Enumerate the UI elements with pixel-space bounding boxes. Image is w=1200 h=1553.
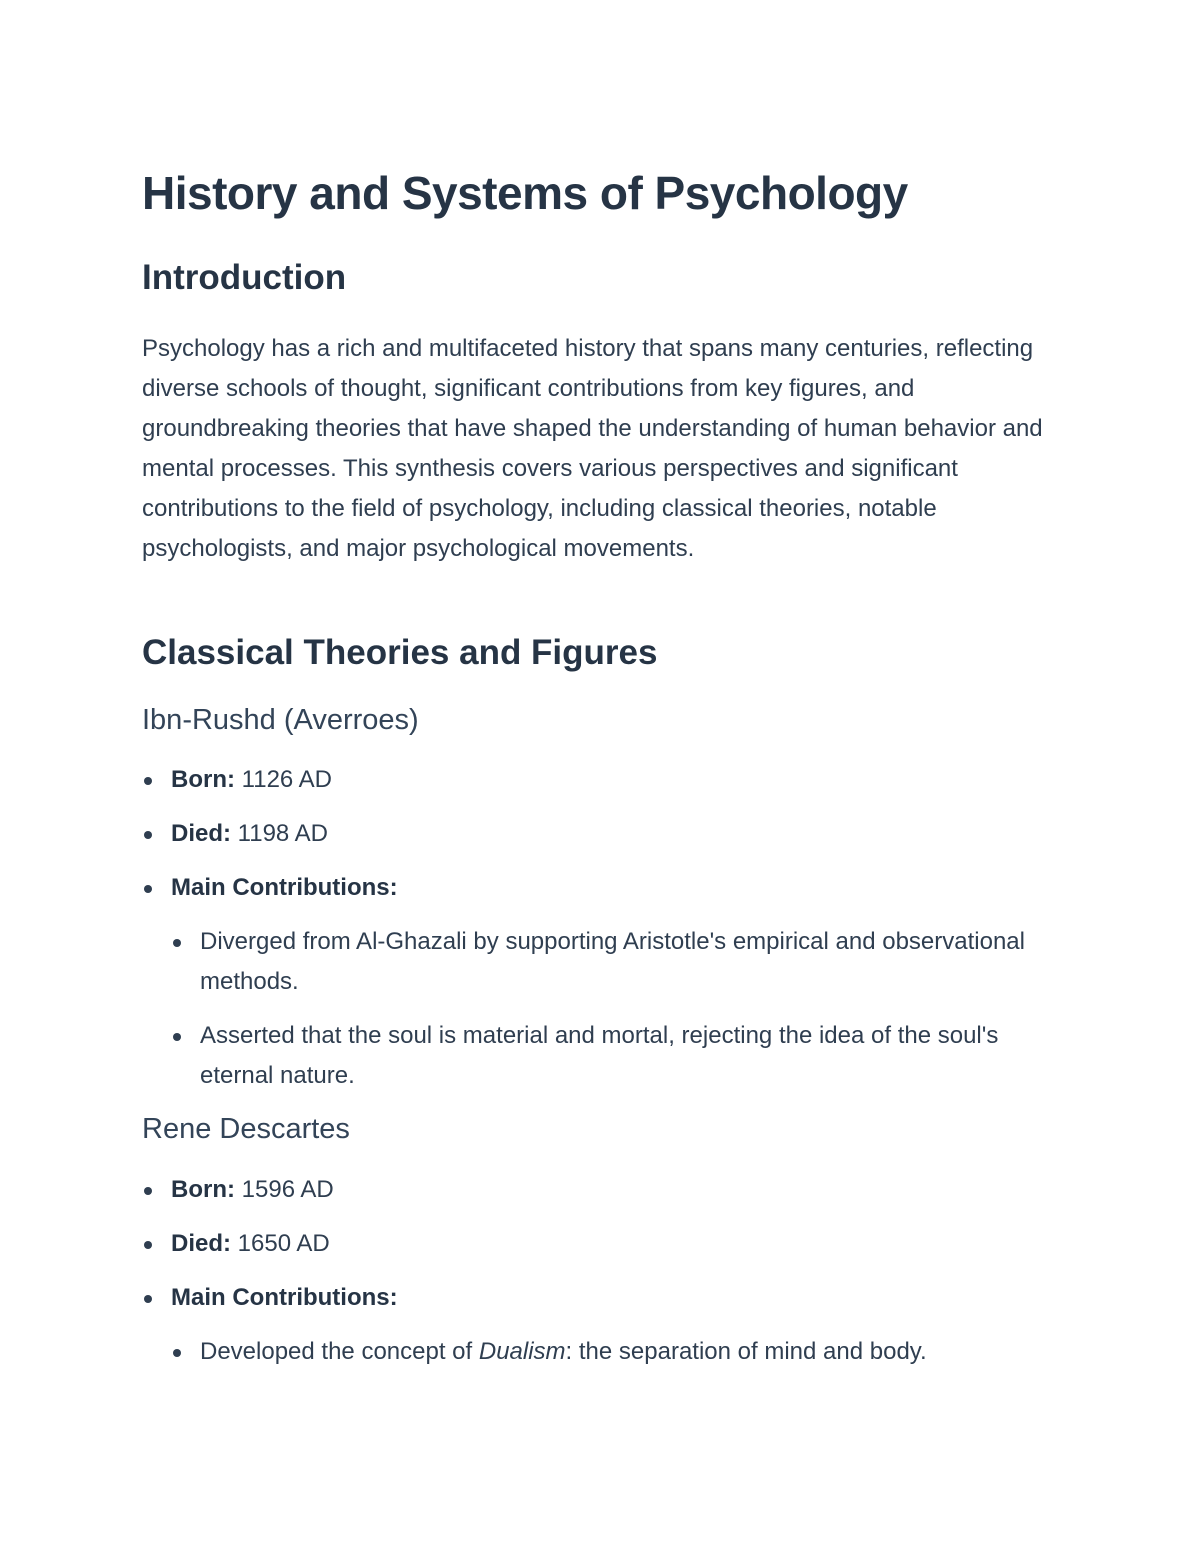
descartes-facts-list — [142, 1170, 1062, 1386]
bullet-icon — [144, 777, 152, 785]
born-value: 1596 AD — [234, 1176, 334, 1203]
died-value: 1198 AD — [231, 820, 328, 847]
ibn-rushd-facts-list — [142, 760, 1062, 1110]
born-label: Born: — [171, 766, 235, 793]
list-item — [142, 1224, 1062, 1264]
bullet-icon — [144, 1241, 152, 1249]
list-item — [171, 1016, 1060, 1096]
born-label: Born: — [171, 1176, 235, 1203]
introduction-paragraph: Psychology has a rich and multifaceted history that spans many centuries, reflecting diverse schools of thought, significant contributions from key figures, and groundbreaking theories that have shaped the understanding of human behavior and mental processes. This synthesis covers various perspectives and significant contributions to the field of psychology, including classical theories, notable psychologists, and major psychological movements. — [142, 335, 1043, 562]
bullet-icon — [173, 1349, 181, 1357]
bullet-icon — [144, 1187, 152, 1195]
born-value: 1126 AD — [234, 766, 332, 793]
dualism-term: Dualism — [478, 1338, 566, 1365]
introduction-heading: Introduction — [142, 258, 347, 297]
list-item — [142, 868, 1062, 1096]
list-item — [171, 1332, 1060, 1372]
bullet-icon — [173, 939, 181, 947]
contribution-text: Asserted that the soul is material and mortal, rejecting the idea of the soul's eternal nature. — [200, 1022, 999, 1089]
died-value: 1650 AD — [231, 1230, 330, 1257]
classical-theories-heading: Classical Theories and Figures — [142, 633, 658, 672]
contributions-label: Main Contributions: — [171, 1284, 398, 1311]
contributions-list — [171, 1332, 1062, 1372]
list-item — [142, 814, 1062, 854]
bullet-icon — [144, 1295, 152, 1303]
bullet-icon — [173, 1033, 181, 1041]
figure-name-ibn-rushd: Ibn-Rushd (Averroes) — [142, 704, 419, 736]
bullet-icon — [144, 885, 152, 893]
list-item — [142, 1170, 1062, 1210]
died-label: Died: — [171, 820, 231, 847]
contribution-suffix: : the separation of mind and body. — [565, 1338, 927, 1365]
contribution-text: Diverged from Al-Ghazali by supporting Aristotle's empirical and observational methods. — [200, 928, 1025, 995]
document-title: History and Systems of Psychology — [142, 167, 908, 219]
list-item — [142, 760, 1062, 800]
died-label: Died: — [171, 1230, 231, 1257]
list-item — [142, 1278, 1062, 1372]
list-item — [171, 922, 1060, 1002]
figure-name-descartes: Rene Descartes — [142, 1113, 350, 1145]
contributions-label: Main Contributions: — [171, 874, 398, 901]
contributions-list — [171, 922, 1062, 1096]
contribution-prefix: Developed the concept of — [200, 1338, 479, 1365]
bullet-icon — [144, 831, 152, 839]
